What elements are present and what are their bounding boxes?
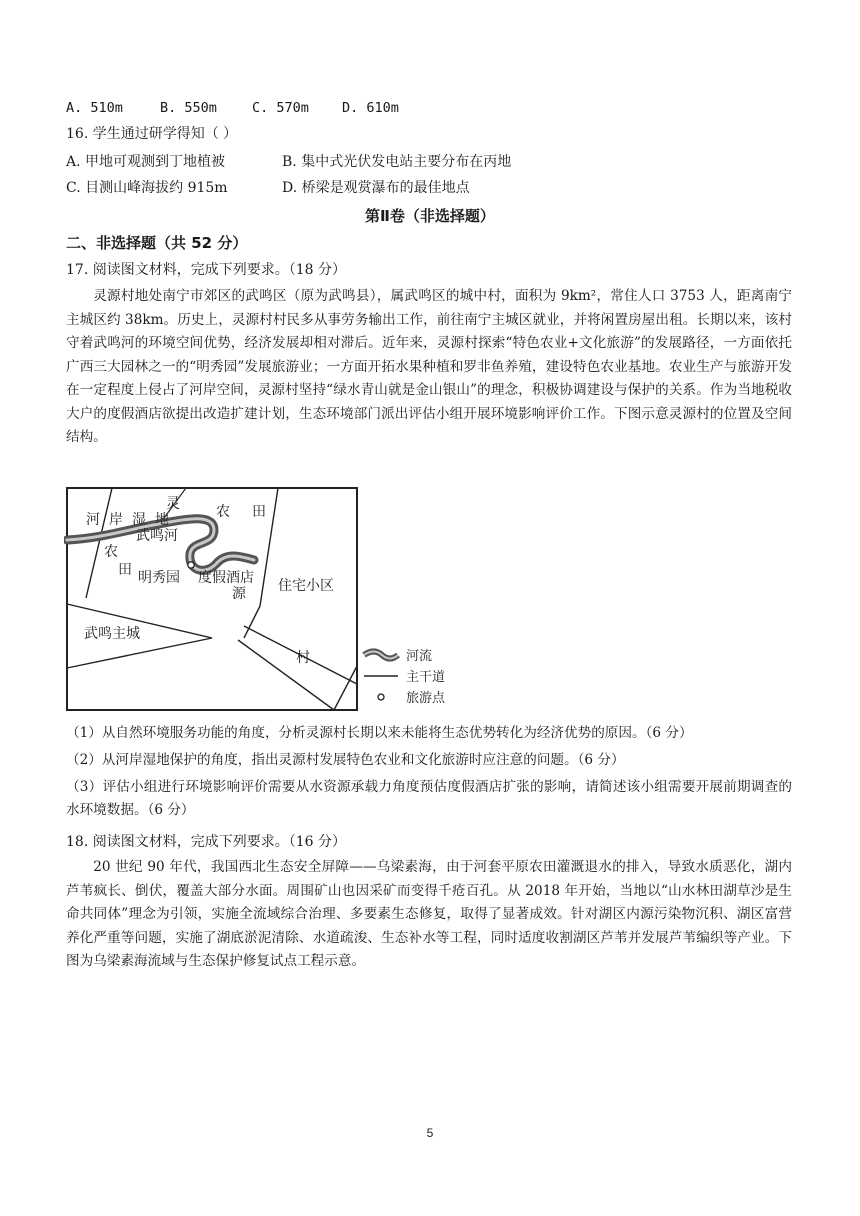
tourism-spot-icon [188,562,194,568]
label-wuminghe: 武鸣河 [136,528,178,544]
label-wuming-zhucheng: 武鸣主城 [84,626,140,642]
label-an: 岸 [109,512,123,528]
q15-option-d: D. 610m [342,100,399,116]
page-number: 5 [426,1126,434,1140]
q15-option-a: A. 510m [66,100,123,116]
legend-spot-label: 旅游点 [406,691,446,706]
q16-option-c: C. 目测山峰海拔约 915m [66,180,228,196]
q16-option-a: A. 甲地可观测到丁地植被 [66,154,226,170]
q17-sub-2: （2）从河岸湿地保护的角度，指出灵源村发展特色农业和文化旅游时应注意的问题。（6 分） [66,752,625,768]
legend-spot-icon [378,694,384,700]
legend-river-label: 河流 [406,649,433,664]
label-zhuzhai-xiaoqu: 住宅小区 [278,578,334,594]
q17-stem: 17. 阅读图文材料，完成下列要求。（18 分） [66,262,346,278]
q17-sub-1: （1）从自然环境服务功能的角度，分析灵源村长期以来未能将生态优势转化为经济优势的原因。（6 分） [66,725,693,741]
label-nongtian-left-2: 田 [118,562,132,578]
label-cun: 村 [296,650,310,666]
label-ling: 灵 [166,496,180,512]
label-nongtian-top-2: 田 [252,504,266,520]
label-yuan: 源 [232,586,246,602]
map-legend [364,648,446,706]
q18-paragraph: 20 世纪 90 年代，我国西北生态安全屏障——乌梁素海，由于河套平原农田灌溉退水的排入，导致水质恶化，湖内芦苇疯长、倒伏，覆盖大部分水面。周围矿山也因采矿而变得千疮百孔。从 2018 年开始，当地以“山水林田湖草沙是生命共同体”理念为引领，实施全流域综合治理、多要素生态修复，取得了显著成效。针对湖区内源污染物沉积、湖区富营养化严重等问题，实施了湖底淤泥清除、水道疏浚、生态补水等工程，同时适度收割湖区芦苇并发展芦苇编织等产业。下图为乌梁素海流域与生态保护修复试点工程示意。 [66,859,792,969]
label-nongtian-top-1: 农 [216,504,230,520]
legend-road-label: 主干道 [406,670,446,685]
q15-option-c: C. 570m [252,100,309,116]
label-mingxiuyuan: 明秀园 [138,570,180,586]
section-title: 第Ⅱ卷（非选择题） [365,207,495,225]
label-he: 河 [86,512,100,528]
q16-option-d: D. 桥梁是观赏瀑布的最佳地点 [282,180,470,196]
q18-stem: 18. 阅读图文材料，完成下列要求。（16 分） [66,834,346,850]
lingyuan-map [64,478,462,714]
q17-sub-3: （3）评估小组进行环境影响评价需要从水资源承载力角度预估度假酒店扩张的影响，请简述该小组需要开展前期调查的水环境数据。（6 分） [66,779,792,818]
label-dujia-jiudian: 度假酒店 [198,570,254,586]
label-shi: 湿 [132,512,146,528]
part-title: 二、非选择题（共 52 分） [66,234,248,252]
q16-stem: 16. 学生通过研学得知（ ） [66,126,238,142]
q17-paragraph: 灵源村地处南宁市郊区的武鸣区（原为武鸣县），属武鸣区的城中村，面积为 9km²，常住人口 3753 人，距离南宁主城区约 38km。历史上，灵源村村民多从事劳务输出工作，前往南宁主城区就业，并将闲置房屋出租。长期以来，该村守着武鸣河的环境空间优势，经济发展却相对滞后。近年来，灵源村探索“特色农业+文化旅游”的发展路径，一方面依托广西三大园林之一的“明秀园”发展旅游业；一方面开拓水果种植和罗非鱼养殖，建设特色农业基地。农业生产与旅游开发在一定程度上侵占了河岸空间，灵源村坚持“绿水青山就是金山银山”的理念，积极协调建设与保护的关系。作为当地税收大户的度假酒店欲提出改造扩建计划，生态环境部门派出评估小组开展环境影响评价工作。下图示意灵源村的位置及空间结构。 [66,288,792,445]
label-nongtian-left-1: 农 [104,544,118,560]
label-di: 地 [155,512,169,528]
q16-option-b: B. 集中式光伏发电站主要分布在丙地 [282,154,512,170]
q15-option-b: B. 550m [160,100,217,116]
